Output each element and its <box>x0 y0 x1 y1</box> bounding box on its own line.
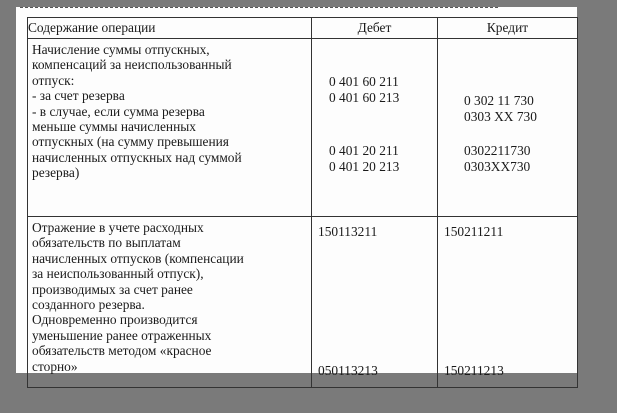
credit-code: 150211211 <box>444 224 504 239</box>
operation-line: Начисление суммы отпускных, <box>32 42 210 57</box>
table-row <box>28 217 578 388</box>
debit-code: 0 401 20 213 <box>329 159 400 174</box>
accounting-entries-table <box>27 17 578 388</box>
operation-line: - за счет резерва <box>32 88 125 104</box>
debit-cell <box>312 39 438 217</box>
operation-line: Одновременно производится <box>32 312 198 328</box>
operation-line: отпуск: <box>32 72 75 88</box>
operation-line: - в случае, если сумма резерва <box>32 103 205 119</box>
operation-line: уменьшение ранее отраженных <box>32 327 212 343</box>
operation-cell <box>28 39 312 217</box>
operation-cell <box>28 217 312 388</box>
credit-code: 0 302 11 730 <box>464 93 534 108</box>
operation-line: начисленных отпусков (компенсации <box>32 250 244 266</box>
operation-line: за неиспользованный отпуск), <box>32 266 204 282</box>
credit-code: 150211213 <box>444 363 504 378</box>
credit-code: 0302211730 <box>464 143 531 158</box>
operation-line: начисленных отпускных над суммой <box>32 149 242 165</box>
header-credit: Кредит <box>438 18 578 39</box>
operation-line: производимых за счет ранее <box>32 281 193 297</box>
table-row <box>28 39 578 217</box>
header-operation: Содержание операции <box>28 18 312 39</box>
debit-code: 0 401 20 211 <box>329 143 399 158</box>
operation-line: обязательств методом «красное <box>32 343 212 359</box>
credit-code: 0303XX730 <box>464 159 531 174</box>
operation-line: резерва) <box>32 165 80 181</box>
debit-code: 0 401 60 211 <box>329 74 399 89</box>
operation-line: отпускных (на сумму превышения <box>32 134 229 150</box>
cropped-previous-line <box>20 7 498 11</box>
operation-line: обязательств по выплатам <box>32 235 181 251</box>
debit-code: 0 401 60 213 <box>329 90 400 105</box>
document-page <box>16 7 577 378</box>
credit-cell <box>438 217 578 388</box>
debit-cell <box>312 217 438 388</box>
operation-line: меньше суммы начисленных <box>32 118 196 134</box>
debit-code: 050113213 <box>318 363 378 378</box>
table-header-row <box>28 18 578 39</box>
operation-line: сторно» <box>32 358 78 374</box>
operation-line: Отражение в учете расходных <box>32 220 204 235</box>
credit-cell <box>438 39 578 217</box>
credit-code: 0303 XX 730 <box>464 109 537 124</box>
debit-code: 150113211 <box>318 224 378 239</box>
header-debit: Дебет <box>312 18 438 39</box>
operation-line: созданного резерва. <box>32 296 145 312</box>
operation-line: компенсаций за неиспользованный <box>32 57 232 73</box>
